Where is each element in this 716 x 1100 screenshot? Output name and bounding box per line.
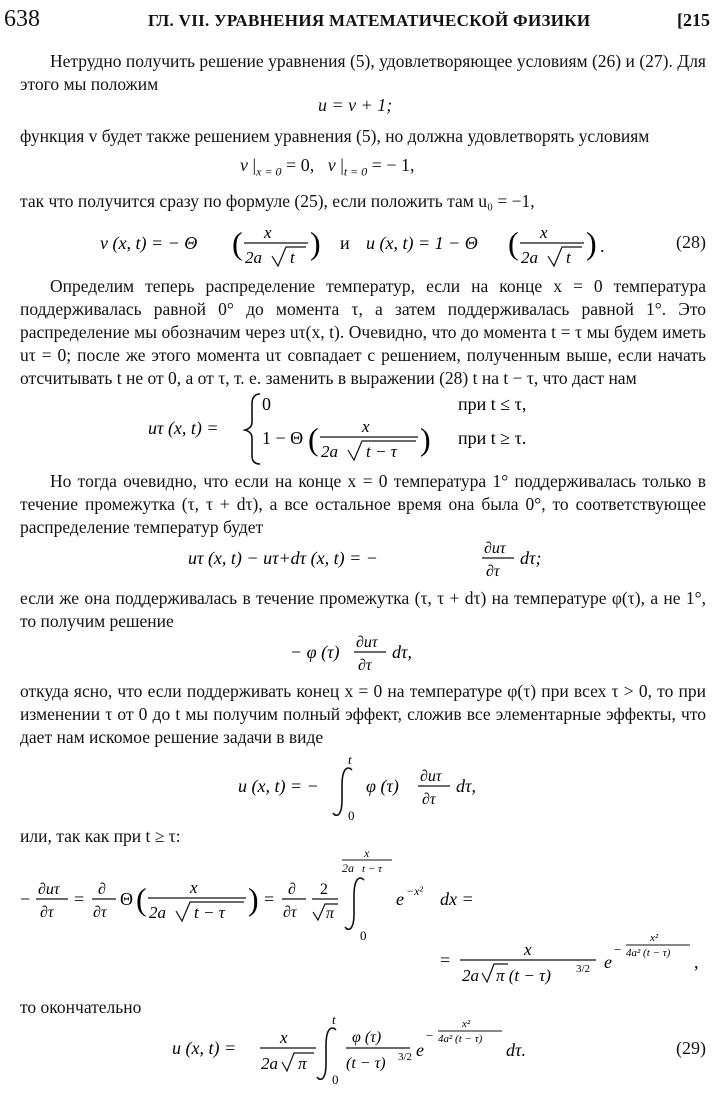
deriv-paren-right: ) <box>248 881 259 917</box>
eq29-lhs: u (x, t) = <box>172 1038 237 1058</box>
eq29-den: 2a <box>261 1054 278 1073</box>
paragraph-9: то окончательно <box>20 997 142 1017</box>
eq29-exp-num: x² <box>462 1018 471 1030</box>
deriv-op-den-2: ∂τ <box>283 904 297 921</box>
equation-derivative <box>20 848 490 946</box>
eq28-root-2 <box>548 247 582 266</box>
elem-lead: − φ (τ) <box>290 642 340 662</box>
eq29-f-num: φ (τ) <box>352 1029 382 1046</box>
piece-case-1: 0 <box>262 394 271 414</box>
eq29-pi: π <box>298 1054 307 1073</box>
paragraph-8: или, так как при t ≥ τ: <box>20 826 181 846</box>
page-header <box>0 6 716 36</box>
deriv2-den-rest: π (t − τ) <box>496 966 551 985</box>
eq28-num-2: x <box>540 223 548 242</box>
eq29-f-den: (t − τ) <box>346 1055 386 1072</box>
deriv-upper-den: 2a <box>342 861 354 875</box>
deriv-frac-den: 2a <box>149 903 166 922</box>
eq29-minus: − <box>426 1028 434 1043</box>
deriv-lower: 0 <box>360 928 367 943</box>
eq28-paren-right: ) <box>310 225 321 261</box>
deriv-op: ∂ <box>98 881 106 898</box>
diff-text: uτ (x, t) − uτ+dτ (x, t) = − <box>188 548 378 568</box>
deriv-den: ∂τ <box>40 904 54 921</box>
equation-substitution: u = v + 1; <box>318 95 393 115</box>
deriv-exp: −x² <box>406 884 424 898</box>
deriv2-den: 2a <box>462 966 479 985</box>
piece-num: x <box>362 417 370 436</box>
deriv-dx: dx = <box>440 889 474 909</box>
deriv-eq-1: = <box>74 889 85 909</box>
running-title: ГЛ. VII. УРАВНЕНИЯ МАТЕМАТИЧЕСКОЙ ФИЗИКИ <box>148 11 591 30</box>
eq28-paren-right-2: ) <box>586 225 597 261</box>
int-tail: dτ, <box>456 776 476 796</box>
deriv-int-sign <box>345 878 364 929</box>
deriv-eq-2: = <box>264 889 275 909</box>
equation-29 <box>172 1010 572 1086</box>
eq28-root-arg-2: t <box>566 248 571 267</box>
eq28-u-lhs: u (x, t) = 1 − Θ <box>366 233 478 253</box>
deriv-pi: π <box>326 905 335 922</box>
equation-piecewise <box>148 388 588 468</box>
deriv-integrand: e <box>396 889 404 909</box>
deriv2-num: x <box>524 940 532 959</box>
eq28-paren-left: ( <box>232 225 243 261</box>
piece-paren-left: ( <box>308 421 319 457</box>
int-lower: 0 <box>348 808 355 822</box>
paragraph-3: так что получится сразу по формуле (25), если положить там u₀ = −1, <box>20 191 535 211</box>
paragraph-1: Нетрудно получить решение уравнения (5), удовлетворяющее условиям (26) и (27). Для этого мы положим <box>20 51 706 94</box>
piece-condition-2: при t ≥ τ. <box>458 428 527 448</box>
deriv-op-2: ∂ <box>288 881 296 898</box>
piece-root-arg: t − τ <box>366 442 397 461</box>
section-number: [215 <box>677 10 710 30</box>
eq28-den-1: 2a <box>245 248 262 267</box>
deriv2-eq: = <box>440 950 451 970</box>
deriv-op-den: ∂τ <box>93 904 107 921</box>
eq28-and: и <box>340 233 350 253</box>
deriv2-pow: 3/2 <box>576 963 591 975</box>
deriv2-exp-num: x² <box>650 932 659 944</box>
deriv2-e: e <box>604 952 612 972</box>
page-number: 638 <box>4 6 40 32</box>
eq29-f-pow: 3/2 <box>398 1051 413 1063</box>
equation-integral <box>238 752 518 822</box>
deriv2-comma: , <box>694 952 699 972</box>
eq29-tail: dτ. <box>506 1040 526 1060</box>
equation-number-29: (29) <box>676 1038 706 1058</box>
equation-derivative-result <box>440 930 710 994</box>
piece-den: 2a <box>321 442 338 461</box>
elem-den: ∂τ <box>358 657 372 674</box>
paragraph-6: если же она поддерживалась в течение промежутка (τ, τ + dτ) на температуре φ(τ), а не 1°, то получим решение <box>20 588 706 631</box>
deriv-frac-num: x <box>190 878 198 897</box>
deriv-two: 2 <box>320 881 328 898</box>
piece-condition-1: при t ≤ τ, <box>458 394 527 414</box>
diff-tail: dτ; <box>520 548 542 568</box>
equation-difference <box>188 538 568 584</box>
deriv-num: ∂uτ <box>38 881 60 898</box>
equation-elementary <box>290 632 450 678</box>
deriv2-minus: − <box>614 942 622 957</box>
int-lhs: u (x, t) = − <box>238 776 319 796</box>
deriv-upper-num: x <box>364 848 370 860</box>
eq28-period: . <box>600 236 605 256</box>
eq29-num: x <box>280 1028 288 1047</box>
piece-case-2: 1 − Θ <box>262 428 304 448</box>
deriv-upper-root: t − τ <box>362 863 382 875</box>
deriv-theta: Θ <box>120 889 133 909</box>
eq29-exp-den: 4a² (t − τ) <box>438 1033 483 1045</box>
deriv-minus: − <box>20 889 31 909</box>
paragraph-5: Но тогда очевидно, что если на конце x = 0 температура 1° поддерживалась только в течение промежутка (τ, τ + dτ), а все остальное время она была 0°, то соответствующее распределение температур будет <box>20 471 706 537</box>
paragraph-7: откуда ясно, что если поддерживать конец x = 0 на температуре φ(τ) при всех τ > 0, то при изменении τ от 0 до t мы получим полный эффект, сложив все элементарные эффекты, что дает нам искомое решение задачи в виде <box>20 681 706 747</box>
eq29-lower: 0 <box>332 1072 339 1086</box>
paragraph-4: Определим теперь распределение температур, если на конце x = 0 температура поддерживалась равной 0° до момента τ, а затем поддерживалась равной 1°. Это распределение мы обозначим через uτ(x, t). Очевидно, что до момента t = τ мы будем иметь uτ = 0; после же этого момента uτ совпадает с решением, полученным выше, если начать отсчитывать t не от 0, а от τ, т. е. заменить в выражении (28) t на t − τ, что даст нам <box>20 276 706 388</box>
eq28-root-arg-1: t <box>290 248 295 267</box>
eq28-num-1: x <box>264 223 272 242</box>
deriv-paren-left: ( <box>136 881 147 917</box>
int-num: ∂uτ <box>420 768 442 785</box>
deriv2-exp-den: 4a² (t − τ) <box>626 947 671 959</box>
eq28-paren-left-2: ( <box>508 225 519 261</box>
piece-brace <box>245 394 260 464</box>
diff-num: ∂uτ <box>484 540 506 557</box>
diff-den: ∂τ <box>486 563 500 580</box>
eq28-v-lhs: v (x, t) = − Θ <box>100 233 198 253</box>
deriv-root-arg: t − τ <box>194 903 225 922</box>
eq29-e: e <box>416 1040 424 1060</box>
eq28-root-1 <box>272 247 306 266</box>
equation-number-28: (28) <box>676 232 706 252</box>
equation-conditions: v $|_{x = 0} = 0$, v $|_{t = 0}$ = − 1, <box>240 155 415 179</box>
int-upper: t <box>348 752 352 767</box>
elem-num: ∂uτ <box>356 634 378 651</box>
piece-lhs: uτ (x, t) = <box>148 418 219 438</box>
int-den: ∂τ <box>422 791 436 808</box>
eq28-den-2: 2a <box>521 248 538 267</box>
piece-paren-right: ) <box>420 421 431 457</box>
eq29-upper: t <box>332 1012 336 1027</box>
elem-tail: dτ, <box>392 642 412 662</box>
int-body: φ (τ) <box>366 776 399 796</box>
equation-28 <box>100 218 620 272</box>
paragraph-2: функция v будет также решением уравнения (5), но должна удовлетворять условиям <box>20 126 650 146</box>
